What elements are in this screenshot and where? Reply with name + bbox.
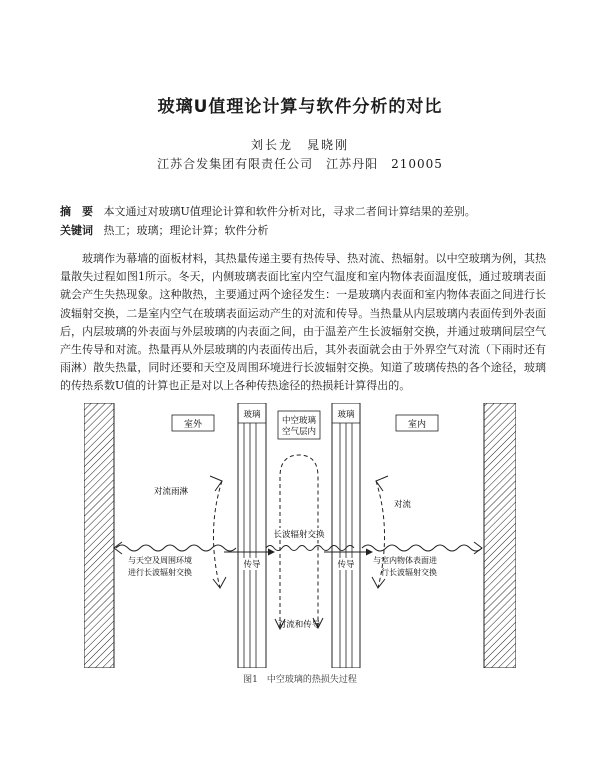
label-outdoor: 室外 [183,420,203,430]
paper-title: 玻璃U值理论计算与软件分析的对比 [157,97,443,117]
label-glass-left: 玻璃 [243,410,261,420]
keywords [60,222,580,238]
label-cavity-2: 空气层内 [281,427,317,437]
label-convection-conduction: 对流和传导 [277,620,321,630]
authors: 刘长龙 晁晓刚 [250,138,349,152]
left-wall [84,403,114,668]
abstract-text: 本文通过对玻璃U值理论计算和软件分析对比，寻求二者间计算结果的差别。 [103,205,476,218]
label-sky-1: 与天空及周围环境 [128,556,192,565]
label-convection: 对流 [394,500,412,510]
figure-1 [84,403,516,672]
label-conduction-right: 传导 [337,560,355,570]
label-indoor-exchange-2: 行长波辐射交换 [381,568,437,577]
label-indoor-exchange-1: 与室内物体表面进 [373,556,437,565]
label-glass-right: 玻璃 [337,410,355,420]
label-cavity-1: 中空玻璃 [281,416,317,426]
radiation-wave [116,545,482,551]
right-wall [484,403,516,668]
label-longwave: 长波辐射交换 [273,530,325,540]
keywords-label: 关键词 [60,224,93,237]
label-sky-2: 进行长波辐射交换 [128,568,192,577]
affiliation: 江苏合发集团有限责任公司 江苏丹阳 210005 [157,157,443,171]
label-indoor: 室内 [407,420,427,430]
cavity-convection-loop [280,455,318,628]
abstract [60,203,580,219]
keywords-text: 热工；玻璃；理论计算；软件分析 [103,224,269,237]
body-paragraph: 玻璃作为幕墙的面板材料，其热量传递主要有热传导、热对流、热辐射。以中空玻璃为例，其热量散失过程如图1所示。冬天，内侧玻璃表面比室内空气温度和室内物体表面温度低，通过玻璃表面就会产生失热现象。这种散热，主要通过两个途径发生：一是玻璃内表面和室内物体表面之间进行长波辐射交换，二是室内空气在玻璃表面运动产生的对流和传导。当热量从内层玻璃内表面传到外表面后，内层玻璃的外表面与外层玻璃的内表面之间，由于温差产生长波辐射交换，并通过玻璃间层空气产生传导和对流。热量再从外层玻璃的内表面传出后，其外表面就会由于外界空气对流（下雨时还有雨淋）散失热量，同时还要和天空及周围环境进行长波辐射交换。知道了玻璃传热的各个途径，玻璃的传热系数U值的计算也正是对以上各种传热途径的热损耗计算得出的。 [60,252,546,393]
label-convection-rain: 对流雨淋 [154,487,189,497]
glass-pane-left [238,403,266,668]
abstract-label: 摘 要 [60,205,93,218]
figure-caption: 图1 中空玻璃的热损失过程 [243,675,357,685]
label-conduction-left: 传导 [243,560,261,570]
outdoor-convection-arc [213,481,222,588]
